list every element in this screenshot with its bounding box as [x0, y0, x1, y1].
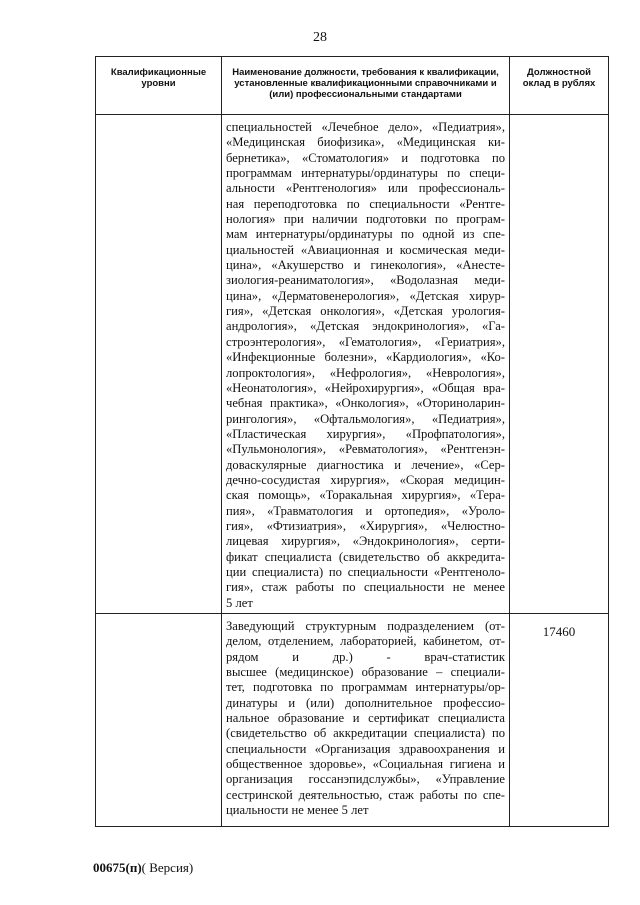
- text-line: дечно-сосудистая хирургия», «Скорая медицин-: [226, 472, 505, 487]
- text-line: цина», «Дерматовенерология», «Детская хирур-: [226, 288, 505, 303]
- text-line: цина», «Акушерство и гинекология», «Анесте-: [226, 258, 505, 273]
- text-line: мам интернатуры/ординатуры по одной из спе-: [226, 227, 505, 242]
- text-line: «Неонатология», «Нейрохирургия», «Общая вра-: [226, 380, 505, 395]
- qualification-table: [95, 56, 609, 827]
- text-line: зиология-реаниматология», «Водолазная меди-: [226, 273, 505, 288]
- text-line: пия», «Травматология и ортопедия», «Уроло-: [226, 503, 505, 518]
- text-line: бернетика», «Стоматология» и подготовка по: [226, 150, 505, 165]
- document-footer: [93, 860, 193, 876]
- text-line: 5 лет: [226, 595, 253, 610]
- text-line: делом, отделением, лабораторией, кабинетом, от-: [226, 634, 505, 649]
- page-number: 28: [313, 30, 327, 45]
- text-line: динатуры и (или) дополнительное профессио-: [226, 695, 505, 710]
- text-line: высшее (медицинское) образование – специали-: [226, 665, 505, 680]
- position-requirements-cell: [222, 115, 510, 614]
- table-row: [96, 115, 609, 614]
- table-header-row: [96, 57, 609, 115]
- qualification-level-cell: [96, 614, 222, 827]
- text-line: организация госсанэпидслужбы», «Управление: [226, 772, 505, 787]
- text-line: «Пластическая хирургия», «Профпатология»,: [226, 426, 505, 441]
- document-code: 00675(п): [93, 860, 142, 875]
- text-line: гия», «Детская онкология», «Детская урология-: [226, 304, 505, 319]
- text-line: ная переподготовка по специальности «Рентге-: [226, 196, 505, 211]
- qualification-level-cell: [96, 115, 222, 614]
- table-row: [96, 614, 609, 827]
- text-line: сестринской деятельностью, стаж работы по спе-: [226, 787, 505, 802]
- position-requirements-cell: [222, 614, 510, 827]
- text-line: нология» при наличии подготовки по програм-: [226, 212, 505, 227]
- text-line: общественное здоровье», «Социальная гигиена и: [226, 757, 505, 772]
- header-salary: Должностной оклад в рублях: [510, 57, 609, 115]
- text-line: «Инфекционные болезни», «Кардиология», «Ко-: [226, 350, 505, 365]
- text-line: фикат специалиста (свидетельство об аккредита-: [226, 549, 505, 564]
- text-line: циальности не менее 5 лет: [226, 803, 369, 818]
- text-line: доваскулярные диагностика и лечение», «Сер-: [226, 457, 505, 472]
- text-line: программам интернатуры/ординатуры по специ-: [226, 166, 505, 181]
- text-line: тет, подготовка по программам интернатуры/ор-: [226, 680, 505, 695]
- text-line: ская помощь», «Торакальная хирургия», «Тера-: [226, 488, 505, 503]
- text-line: специальностей «Лечебное дело», «Педиатрия»,: [226, 120, 505, 134]
- text-line: рингология», «Офтальмология», «Педиатрия»,: [226, 411, 505, 426]
- text-line: ции специалиста) по специальности «Рентгеноло-: [226, 564, 505, 579]
- document-version: ( Версия): [141, 860, 194, 875]
- text-line: нальное образование и сертификат специалиста: [226, 711, 505, 726]
- text-line: строэнтерология», «Гематология», «Гериатрия»,: [226, 334, 505, 349]
- header-position-requirements: Наименование должности, требования к квалификации, установленные квалификационными справочниками и (или) профессиональными стандартами: [222, 57, 510, 115]
- text-line: чебная практика», «Онкология», «Оториноларин-: [226, 396, 505, 411]
- text-line: лицевая хирургия», «Эндокринология», серти-: [226, 534, 505, 549]
- header-qualification-levels: Квалификационные уровни: [96, 57, 222, 115]
- text-line: «Пульмонология», «Ревматология», «Рентгенэн-: [226, 442, 505, 457]
- salary-cell: [510, 115, 609, 614]
- text-line: лопроктология», «Нефрология», «Неврология»,: [226, 365, 505, 380]
- text-line: гия», стаж работы по специальности не менее: [226, 580, 505, 595]
- text-line: специальности «Организация здравоохранения и: [226, 741, 505, 756]
- text-line: циальностей «Авиационная и космическая меди-: [226, 242, 505, 257]
- salary-cell: 17460: [510, 614, 609, 827]
- text-line: «Медицинская биофизика», «Медицинская ки-: [226, 135, 505, 150]
- text-line: альности «Рентгенология» или профессиональ-: [226, 181, 505, 196]
- text-line: рядом и др.) - врач-статистик: [226, 649, 505, 664]
- text-line: гия», «Фтизиатрия», «Хирургия», «Челюстно-: [226, 518, 505, 533]
- text-line: андрология», «Детская эндокринология», «Га-: [226, 319, 505, 334]
- text-line: (свидетельство об аккредитации специалиста) по: [226, 726, 505, 741]
- text-line: Заведующий структурным подразделением (от-: [226, 619, 505, 633]
